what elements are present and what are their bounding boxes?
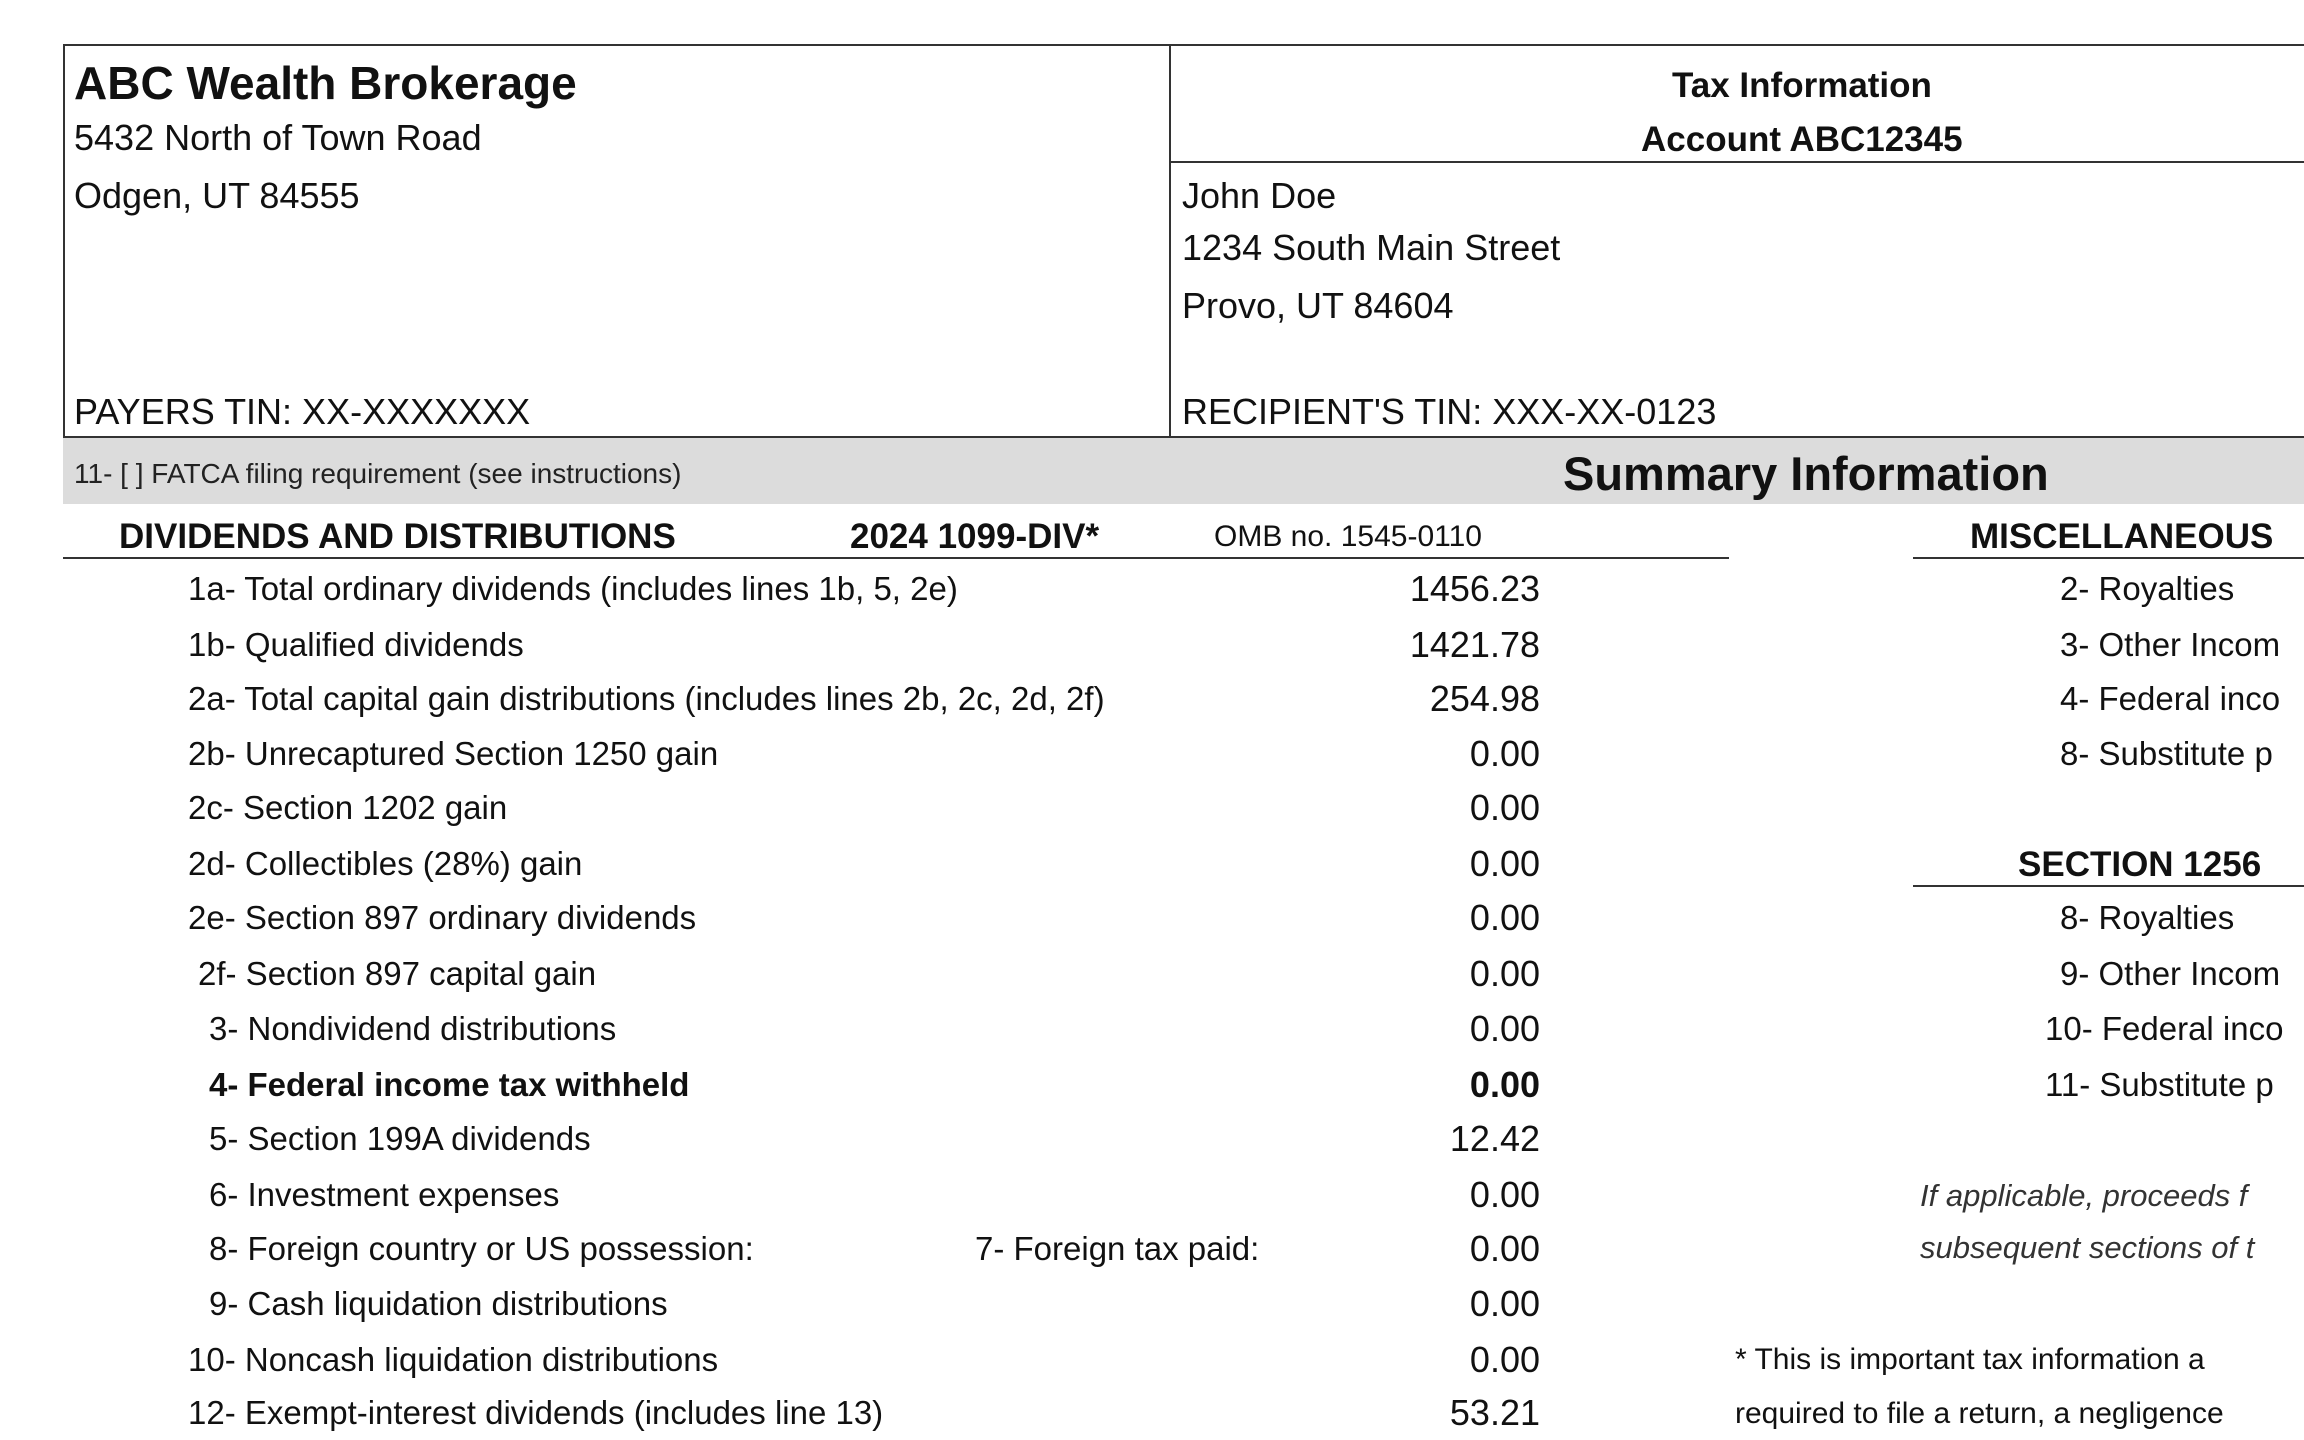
dividend-row-label: 2e- Section 897 ordinary dividends xyxy=(188,899,697,936)
dividend-row-value: 1456.23 xyxy=(1409,568,1540,609)
dividend-row-value: 0.00 xyxy=(1469,1228,1540,1269)
s1256-row-label: 9- Other Incom xyxy=(2060,955,2281,992)
dividend-row-label: 2d- Collectibles (28%) gain xyxy=(188,845,583,882)
dividend-row-value: 0.00 xyxy=(1469,1339,1540,1380)
recipient-address-line2: Provo, UT 84604 xyxy=(1182,285,1454,326)
payer-address-line2: Odgen, UT 84555 xyxy=(74,175,360,216)
dividend-row-label: 5- Section 199A dividends xyxy=(209,1120,591,1157)
dividend-row-label: 12- Exempt-interest dividends (includes line 13) xyxy=(188,1394,884,1431)
omb-number: OMB no. 1545-0110 xyxy=(1214,520,1482,553)
dividend-row-label: 2f- Section 897 capital gain xyxy=(198,955,597,992)
s1256-row-label: 11- Substitute p xyxy=(2045,1066,2274,1103)
recipient-address-line1: 1234 South Main Street xyxy=(1182,227,1561,268)
dividend-row-value: 0.00 xyxy=(1469,1174,1540,1215)
dividend-row-value: 0.00 xyxy=(1469,1008,1540,1049)
dividends-underline xyxy=(63,557,1729,559)
dividend-row-value: 1421.78 xyxy=(1409,624,1540,665)
misc-row-label: 3- Other Incom xyxy=(2060,626,2281,663)
misc-row-label: 2- Royalties xyxy=(2060,570,2235,607)
dividend-row-value: 53.21 xyxy=(1449,1392,1540,1433)
dividend-row-label: 1b- Qualified dividends xyxy=(188,626,524,663)
recipient-tin: RECIPIENT'S TIN: XXX-XX-0123 xyxy=(1182,391,1717,432)
payer-name: ABC Wealth Brokerage xyxy=(74,57,577,109)
foreign-tax-paid-label: 7- Foreign tax paid: xyxy=(975,1230,1260,1267)
s1256-section-title: SECTION 1256 xyxy=(2018,845,2262,884)
dividend-row-label: 2a- Total capital gain distributions (includes lines 2b, 2c, 2d, 2f) xyxy=(188,680,1105,717)
dividend-row-label: 2b- Unrecaptured Section 1250 gain xyxy=(188,735,719,772)
misc-row-label: 8- Substitute p xyxy=(2060,735,2273,772)
footer-note-line2: required to file a return, a negligence xyxy=(1735,1397,2224,1430)
dividend-row-label: 1a- Total ordinary dividends (includes lines 1b, 5, 2e) xyxy=(188,570,958,607)
s1256-row-label: 10- Federal inco xyxy=(2045,1010,2284,1047)
proceeds-note-line1: If applicable, proceeds f xyxy=(1920,1178,2248,1213)
dividend-row-label: 3- Nondividend distributions xyxy=(209,1010,617,1047)
misc-row-label: 4- Federal inco xyxy=(2060,680,2281,717)
dividend-row-value: 0.00 xyxy=(1469,953,1540,994)
dividend-row-value: 0.00 xyxy=(1469,897,1540,938)
fatca-checkbox-label: 11- [ ] FATCA filing requirement (see instructions) xyxy=(74,458,682,489)
dividend-row-label: 4- Federal income tax withheld xyxy=(209,1066,690,1103)
dividend-row-value: 0.00 xyxy=(1469,843,1540,884)
proceeds-note-line2: subsequent sections of t xyxy=(1920,1230,2255,1265)
account-number: Account ABC12345 xyxy=(1641,120,1963,159)
dividend-row-value: 254.98 xyxy=(1429,678,1540,719)
s1256-underline xyxy=(1913,885,2304,887)
tax-info-title: Tax Information xyxy=(1672,66,1932,105)
footer-note-line1: * This is important tax information a xyxy=(1735,1343,2205,1376)
dividend-row-value: 12.42 xyxy=(1449,1118,1540,1159)
summary-title: Summary Information xyxy=(1563,447,2049,500)
dividend-row-label: 9- Cash liquidation distributions xyxy=(209,1285,668,1322)
dividend-row-value: 0.00 xyxy=(1469,787,1540,828)
dividend-row-label: 6- Investment expenses xyxy=(209,1176,560,1213)
dividend-row-label: 10- Noncash liquidation distributions xyxy=(188,1341,719,1378)
misc-section-title: MISCELLANEOUS xyxy=(1970,517,2274,556)
header-divider xyxy=(1169,161,2304,163)
recipient-name: John Doe xyxy=(1182,175,1337,216)
form-id: 2024 1099-DIV* xyxy=(850,517,1100,556)
misc-underline xyxy=(1913,557,2304,559)
dividend-row-label: 2c- Section 1202 gain xyxy=(188,789,508,826)
dividend-row-value: 0.00 xyxy=(1469,1064,1540,1105)
payer-tin: PAYERS TIN: XX-XXXXXXX xyxy=(74,391,531,432)
payer-address-line1: 5432 North of Town Road xyxy=(74,117,482,158)
s1256-row-label: 8- Royalties xyxy=(2060,899,2235,936)
dividend-row-value: 0.00 xyxy=(1469,733,1540,774)
dividends-section-title: DIVIDENDS AND DISTRIBUTIONS xyxy=(119,517,676,556)
dividend-row-value: 0.00 xyxy=(1469,1283,1540,1324)
dividend-row-label: 8- Foreign country or US possession: xyxy=(209,1230,754,1267)
